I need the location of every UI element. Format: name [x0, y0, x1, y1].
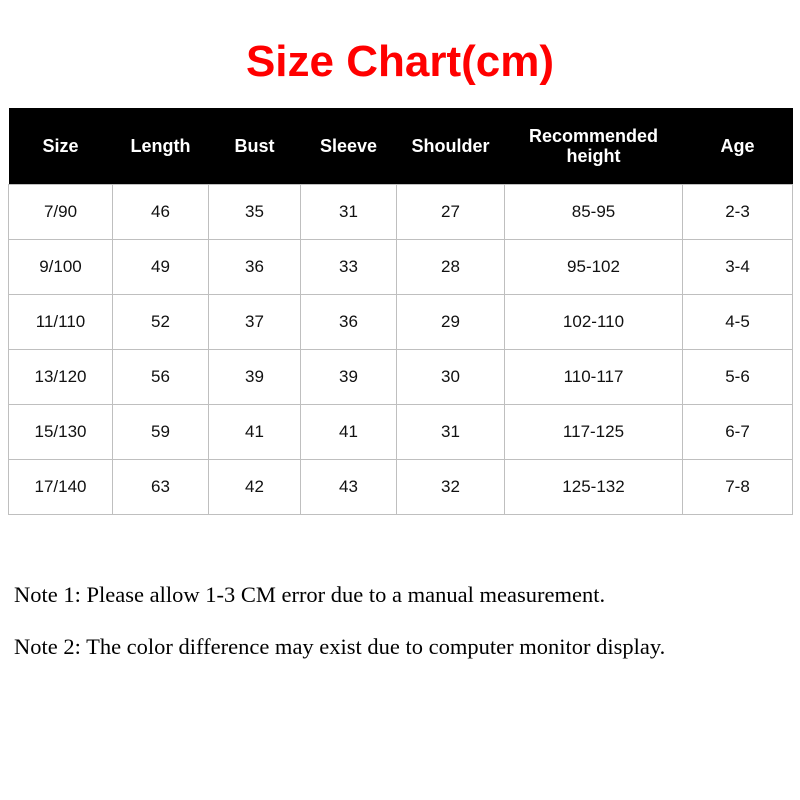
table-row	[9, 185, 793, 240]
cell-recommended-height: 125-132	[505, 460, 683, 515]
table-row	[9, 405, 793, 460]
cell-length: 59	[113, 405, 209, 460]
cell-sleeve: 41	[301, 405, 397, 460]
cell-size: 7/90	[9, 185, 113, 240]
cell-length: 46	[113, 185, 209, 240]
cell-bust: 37	[209, 295, 301, 350]
cell-bust: 36	[209, 240, 301, 295]
cell-recommended-height: 95-102	[505, 240, 683, 295]
cell-age: 6-7	[683, 405, 793, 460]
column-header-shoulder: Shoulder	[397, 108, 505, 185]
cell-bust: 41	[209, 405, 301, 460]
cell-size: 15/130	[9, 405, 113, 460]
cell-shoulder: 28	[397, 240, 505, 295]
column-header-sleeve: Sleeve	[301, 108, 397, 185]
cell-shoulder: 29	[397, 295, 505, 350]
cell-bust: 39	[209, 350, 301, 405]
table-header	[9, 108, 793, 185]
cell-age: 7-8	[683, 460, 793, 515]
column-header-age: Age	[683, 108, 793, 185]
note-2: Note 2: The color difference may exist due to computer monitor display.	[14, 634, 666, 660]
cell-age: 2-3	[683, 185, 793, 240]
column-header-size: Size	[9, 108, 113, 185]
note-1: Note 1: Please allow 1-3 CM error due to a manual measurement.	[14, 582, 606, 607]
cell-recommended-height: 110-117	[505, 350, 683, 405]
table-row	[9, 460, 793, 515]
cell-sleeve: 36	[301, 295, 397, 350]
cell-recommended-height: 102-110	[505, 295, 683, 350]
cell-size: 11/110	[9, 295, 113, 350]
cell-length: 56	[113, 350, 209, 405]
cell-size: 9/100	[9, 240, 113, 295]
cell-age: 5-6	[683, 350, 793, 405]
cell-age: 3-4	[683, 240, 793, 295]
table-body	[9, 185, 793, 515]
cell-size: 13/120	[9, 350, 113, 405]
cell-shoulder: 31	[397, 405, 505, 460]
size-chart-table	[8, 108, 793, 515]
column-header-bust: Bust	[209, 108, 301, 185]
cell-sleeve: 39	[301, 350, 397, 405]
notes-section	[14, 580, 786, 685]
column-header-recommended-height: Recommended height	[505, 108, 683, 185]
cell-shoulder: 27	[397, 185, 505, 240]
cell-sleeve: 33	[301, 240, 397, 295]
cell-shoulder: 32	[397, 460, 505, 515]
cell-age: 4-5	[683, 295, 793, 350]
cell-shoulder: 30	[397, 350, 505, 405]
column-header-length: Length	[113, 108, 209, 185]
table-row	[9, 350, 793, 405]
cell-sleeve: 31	[301, 185, 397, 240]
table-row	[9, 240, 793, 295]
page-title: Size Chart(cm)	[245, 37, 555, 86]
cell-recommended-height: 85-95	[505, 185, 683, 240]
cell-bust: 35	[209, 185, 301, 240]
cell-size: 17/140	[9, 460, 113, 515]
table-header-row	[9, 108, 793, 185]
cell-length: 63	[113, 460, 209, 515]
size-chart-table-wrapper	[8, 108, 792, 515]
cell-sleeve: 43	[301, 460, 397, 515]
cell-length: 52	[113, 295, 209, 350]
cell-length: 49	[113, 240, 209, 295]
table-row	[9, 295, 793, 350]
cell-recommended-height: 117-125	[505, 405, 683, 460]
cell-bust: 42	[209, 460, 301, 515]
